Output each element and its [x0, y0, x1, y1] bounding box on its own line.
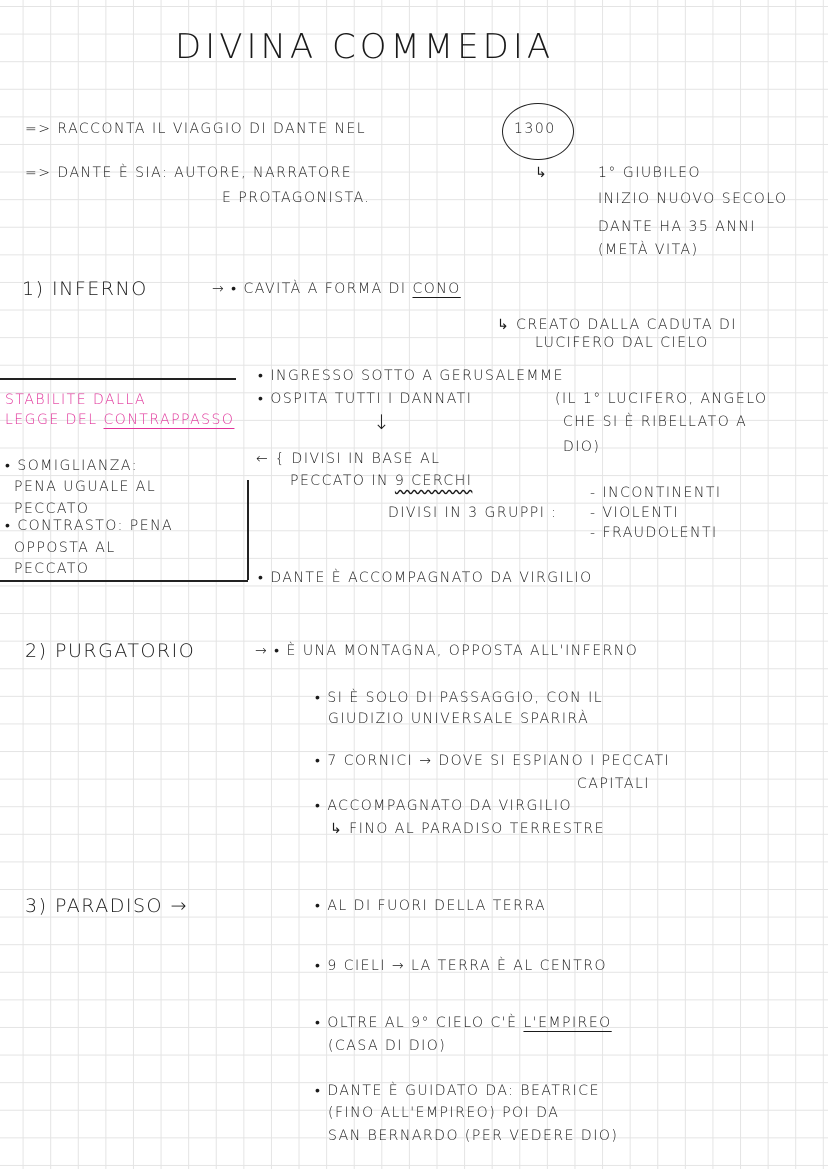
paradiso-item: • DANTE È GUIDATO DA: BEATRICE	[315, 1083, 600, 1099]
gruppi-label: DIVISI IN 3 GRUPPI :	[388, 505, 558, 521]
intro-line-2b: E PROTAGONISTA.	[222, 190, 371, 206]
group-item: - FRAUDOLENTI	[590, 525, 718, 541]
paradiso-item: (CASA DI DIO)	[328, 1038, 447, 1054]
purgatorio-item: • 7 CORNICI → DOVE SI ESPIANO I PECCATI	[315, 753, 671, 769]
side-item: • SOMIGLIANZA:	[5, 458, 138, 474]
arrow-icon: ↳	[535, 165, 549, 181]
purgatorio-item: CAPITALI	[577, 776, 650, 792]
inferno-item: • INGRESSO SOTTO A GERUSALEMME	[258, 368, 564, 384]
year: 1300	[514, 121, 556, 137]
purgatorio-item: ↳ FINO AL PARADISO TERRESTRE	[330, 821, 605, 837]
group-item: - VIOLENTI	[590, 505, 680, 521]
inferno-point: → • CAVITÀ A FORMA DI CONO	[212, 281, 461, 297]
side-item: PECCATO	[14, 561, 90, 577]
side-item: • CONTRASTO: PENA	[5, 518, 174, 534]
year-note: DANTE HA 35 ANNI	[598, 219, 756, 235]
divider	[247, 480, 249, 580]
paradiso-item: SAN BERNARDO (PER VEDERE DIO)	[328, 1128, 619, 1144]
lucifero-note: CHE SI È RIBELLATO A	[563, 414, 748, 430]
paradiso-item: • AL DI FUORI DELLA TERRA	[315, 898, 547, 914]
year-note: 1° GIUBILEO	[598, 165, 702, 181]
purgatorio-item: GIUDIZIO UNIVERSALE SPARIRÀ	[328, 711, 590, 727]
inferno-created-2: LUCIFERO DAL CIELO	[535, 335, 709, 351]
year-note: INIZIO NUOVO SECOLO	[598, 191, 788, 207]
year-note: (METÀ VITA)	[598, 242, 699, 258]
paradiso-item: • OLTRE AL 9° CIELO C'È L'EMPIREO	[315, 1015, 612, 1031]
intro-line-2: => DANTE È SIA: AUTORE, NARRATORE	[25, 165, 353, 181]
purgatorio-item: • SI È SOLO DI PASSAGGIO, CON IL	[315, 690, 604, 706]
paradiso-heading: 3) PARADISO →	[25, 895, 188, 917]
side-item: PECCATO	[14, 501, 90, 517]
inferno-heading: 1) INFERNO	[22, 278, 148, 300]
divisi-line: ← { DIVISI IN BASE AL	[256, 451, 441, 467]
divisi-line: PECCATO IN 9 CERCHI	[290, 473, 473, 489]
down-arrow-icon: ↓	[373, 410, 392, 434]
inferno-item: • DANTE È ACCOMPAGNATO DA VIRGILIO	[258, 570, 593, 586]
inferno-created: ↳ CREATO DALLA CADUTA DI	[497, 317, 737, 333]
lucifero-note: (IL 1° LUCIFERO, ANGELO	[555, 391, 768, 407]
lucifero-note: DIO)	[563, 439, 601, 455]
paradiso-item: • 9 CIELI → LA TERRA È AL CENTRO	[315, 958, 607, 974]
side-item: OPPOSTA AL	[14, 540, 116, 556]
divider	[0, 580, 248, 582]
purgatorio-heading: 2) PURGATORIO	[25, 640, 196, 662]
inferno-item: • OSPITA TUTTI I DANNATI	[258, 391, 473, 407]
divider	[0, 378, 236, 380]
paradiso-item: (FINO ALL'EMPIREO) POI DA	[328, 1105, 560, 1121]
side-item: PENA UGUALE AL	[14, 479, 157, 495]
group-item: - INCONTINENTI	[590, 485, 722, 501]
page-title: DIVINA COMMEDIA	[175, 27, 555, 67]
purgatorio-item: • ACCOMPAGNATO DA VIRGILIO	[315, 798, 572, 814]
side-title: LEGGE DEL CONTRAPPASSO	[5, 412, 235, 428]
purgatorio-item: → • È UNA MONTAGNA, OPPOSTA ALL'INFERNO	[255, 643, 639, 659]
side-title: STABILITE DALLA	[5, 392, 147, 408]
intro-line-1: => RACCONTA IL VIAGGIO DI DANTE NEL	[25, 121, 367, 137]
